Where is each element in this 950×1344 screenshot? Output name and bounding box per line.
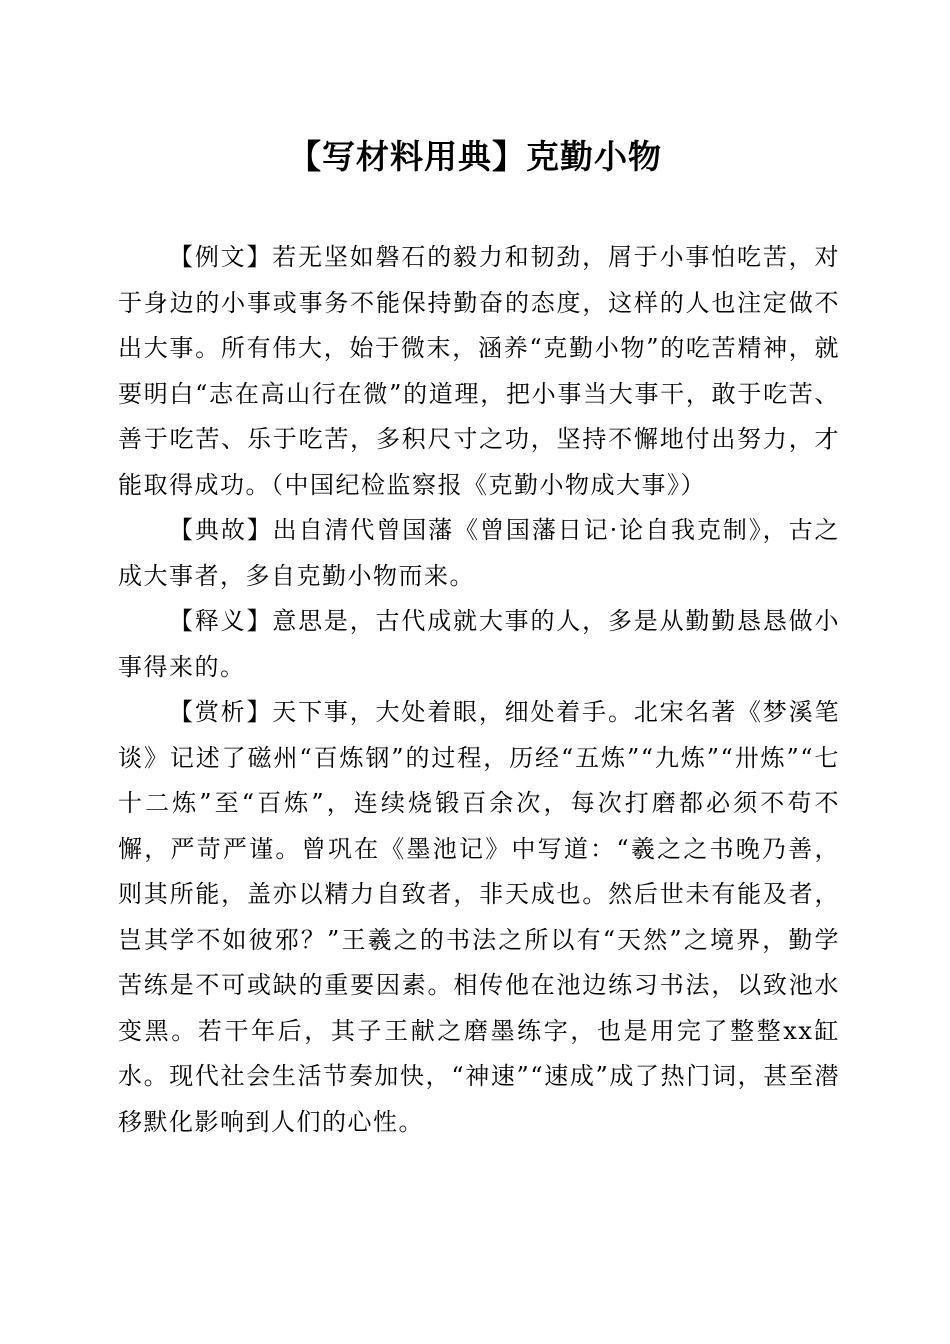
paragraph-appreciation (118, 690, 840, 1145)
paragraph-example (118, 235, 840, 508)
paragraph-label: 【释义】 (169, 607, 273, 635)
paragraph-text: 若无坚如磐石的毅力和韧劲，屑于小事怕吃苦，对于身边的小事或事务不能保持勤奋的态度，这样的人也注定做不出大事。所有伟大，始于微末，涵养“克勤小物”的吃苦精神，就要明白“志在高山行在微”的道理，把小事当大事干，敢于吃苦、善于吃苦、乐于吃苦，多积尺寸之功，坚持不懈地付出努力，才能取得成功。（中国纪检监察报《克勤小物成大事》） (118, 243, 840, 499)
paragraph-label: 【典故】 (169, 516, 273, 544)
paragraph-meaning (118, 599, 840, 690)
paragraph-allusion (118, 508, 840, 599)
paragraph-text: 出自清代曾国藩《曾国藩日记·论自我克制》，古之成大事者，多自克勤小物而来。 (118, 516, 840, 590)
paragraph-text: 天下事，大处着眼，细处着手。北宋名著《梦溪笔谈》记述了磁州“百炼钢”的过程，历经“五炼”“九炼”“卅炼”“七十二炼”至“百炼”，连续烧锻百余次，每次打磨都必须不苟不懈，严苛严谨。曾巩在《墨池记》中写道：“羲之之书晚乃善，则其所能，盖亦以精力自致者，非天成也。然后世未有能及者，岂其学不如彼邪？”王羲之的书法之所以有“天然”之境界，勤学苦练是不可或缺的重要因素。相传他在池边练习书法，以致池水变黑。若干年后，其子王献之磨墨练字，也是用完了整整xx缸水。现代社会生活节奏加快，“神速”“速成”成了热门词，甚至潜移默化影响到人们的心性。 (118, 698, 840, 1136)
paragraph-label: 【例文】 (169, 243, 273, 271)
document-title: 【写材料用典】克勤小物 (288, 137, 662, 176)
paragraph-text: 意思是，古代成就大事的人，多是从勤勤恳恳做小事得来的。 (118, 607, 840, 681)
paragraph-label: 【赏析】 (169, 698, 273, 726)
document-body (118, 235, 840, 1145)
